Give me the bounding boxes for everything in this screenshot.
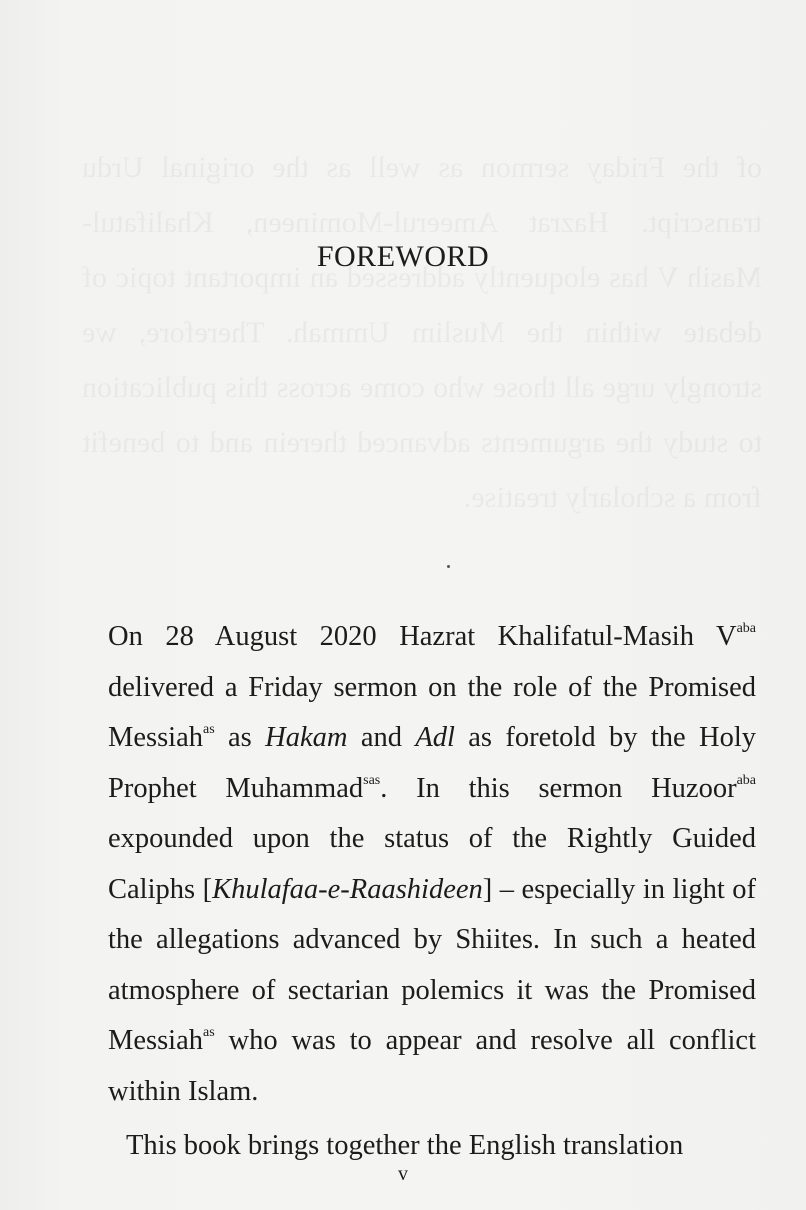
text-run: expounded upon the status of the Rightly Guided Caliphs [ — [108, 823, 756, 905]
honorific-superscript: as — [203, 722, 215, 737]
paragraph-2: This book brings together the English translation — [126, 1130, 684, 1161]
speck — [447, 565, 450, 568]
text-run: and — [347, 722, 416, 753]
text-run: as foretold by the Holy Prophet Muhammad — [108, 722, 756, 804]
text-run: On 28 August 2020 Hazrat Khalifatul-Masih V — [108, 621, 737, 652]
text-run: as — [214, 722, 266, 753]
honorific-superscript: aba — [736, 621, 756, 636]
italic-term: Hakam — [265, 722, 348, 753]
honorific-superscript: sas — [363, 772, 381, 788]
italic-term: Khulafaa-e-Raashideen — [212, 873, 483, 905]
page-number: v — [398, 1163, 408, 1185]
text-run: delivered a Friday sermon on the role of the Promised Messiah — [108, 671, 756, 753]
text-run: who was to appear and resolve all conflict within Islam. — [108, 1025, 756, 1107]
reverse-side-bleed-through — [82, 140, 762, 525]
text-run: ] – especially in light of the allegations advanced by Shiites. In such a heated atmosphere of sectarian polemics it was the Promised Messiah — [108, 873, 756, 1056]
honorific-superscript: as — [203, 1025, 215, 1040]
page-heading: FOREWORD — [316, 240, 490, 273]
foreword-body — [108, 612, 756, 1172]
bleed-through-text — [82, 140, 762, 525]
honorific-superscript: aba — [736, 772, 757, 788]
italic-term: Adl — [415, 722, 455, 753]
paragraph-1 — [108, 612, 756, 1117]
text-run: . In this sermon Huzoor — [380, 772, 737, 804]
